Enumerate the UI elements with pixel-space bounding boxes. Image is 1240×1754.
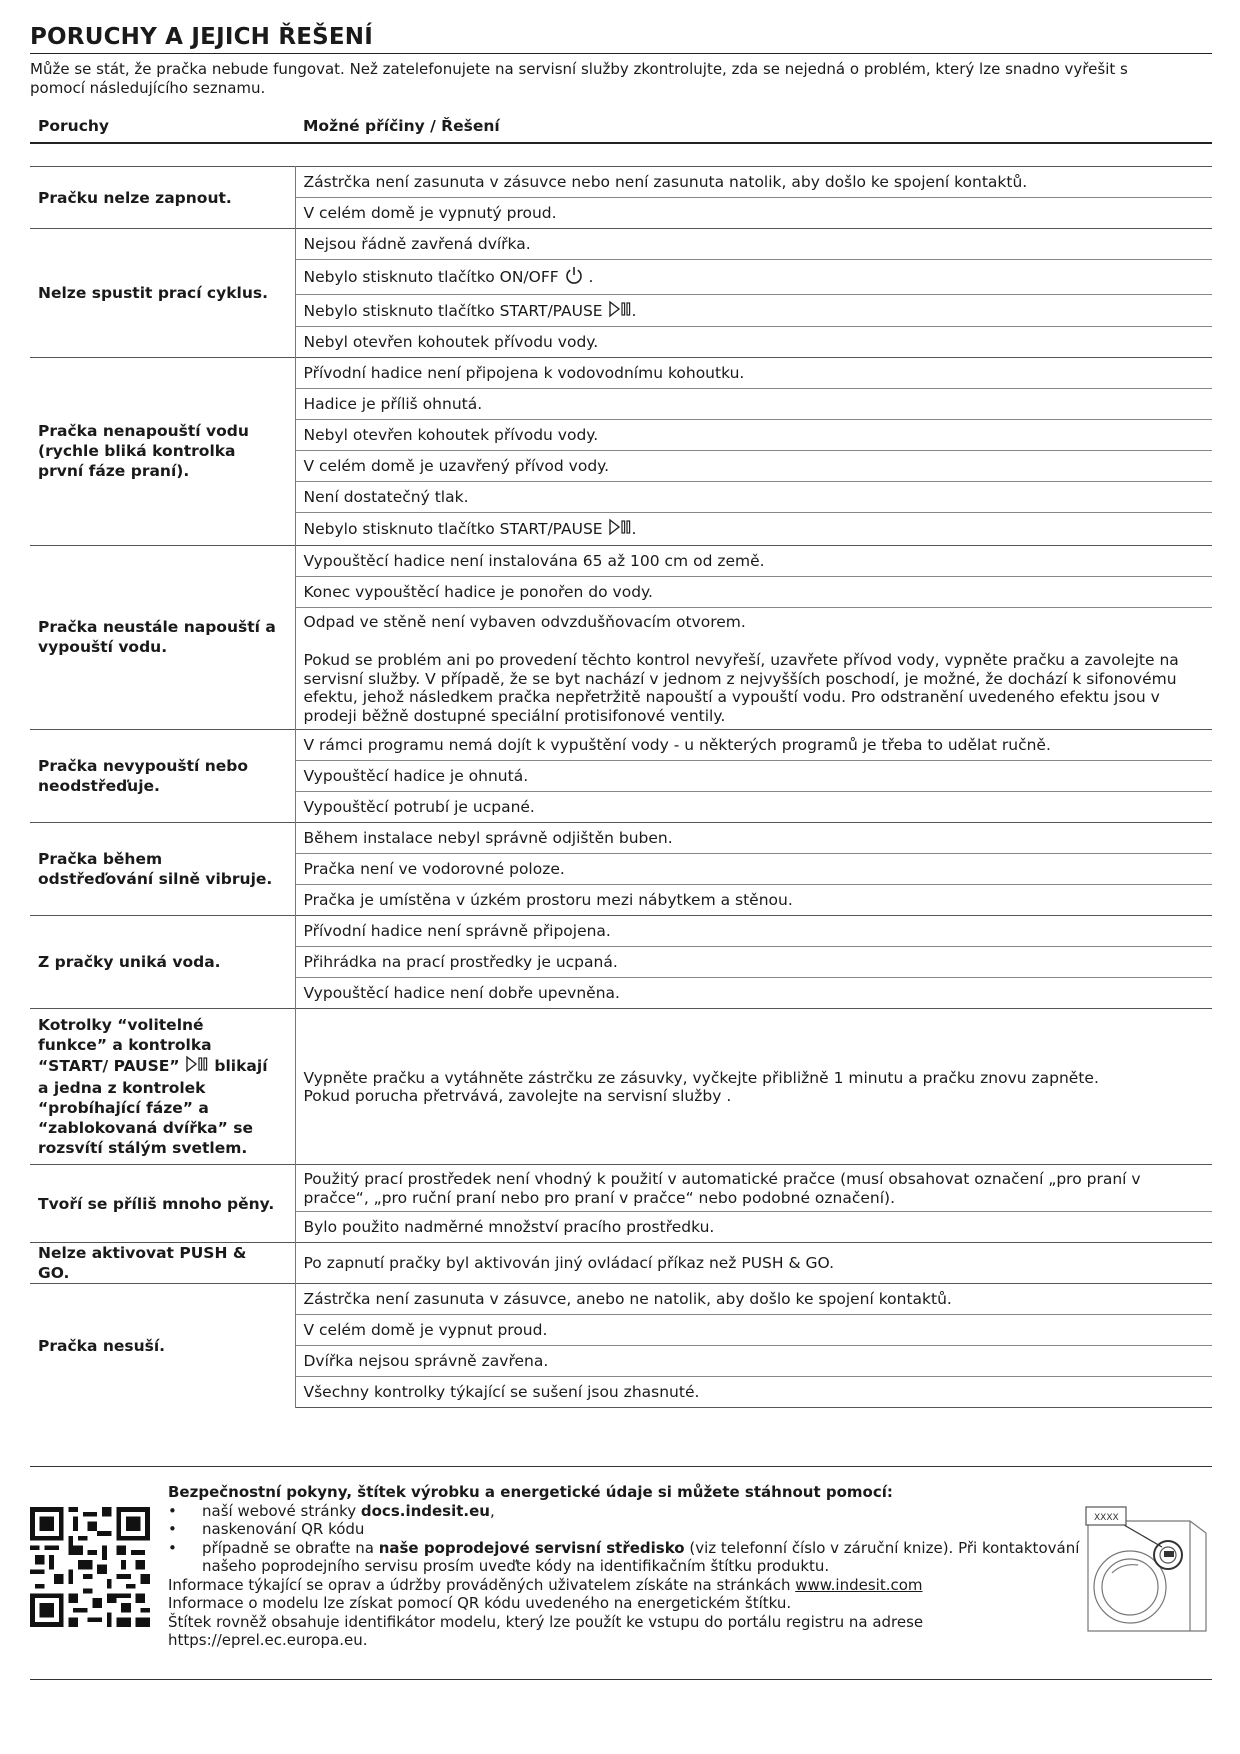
list-item	[168, 1539, 1108, 1576]
cause-cell: Po zapnutí pračky byl aktivován jiný ovládací příkaz než PUSH & GO.	[295, 1243, 1212, 1284]
cause-cell: Nebylo stisknuto tlačítko START/PAUSE .	[295, 513, 1212, 546]
cause-cell: V celém domě je uzavřený přívod vody.	[295, 451, 1212, 482]
table-row	[30, 730, 1212, 761]
fault-cell: Pračka během odstřeďování silně vibruje.	[30, 823, 295, 916]
fault-cell: Nelze spustit prací cyklus.	[30, 229, 295, 358]
table-row	[30, 545, 1212, 576]
header-faults: Poruchy	[30, 114, 295, 143]
table-row	[30, 229, 1212, 260]
cause-text: Nebylo stisknuto tlačítko START/PAUSE	[303, 301, 603, 320]
header-causes: Možné příčiny / Řešení	[295, 114, 1212, 143]
cause-cell: Během instalace nebyl správně odjištěn buben.	[295, 823, 1212, 854]
fault-text: blikají a jedna z kontrolek “probíhající fáze” a “zablokovaná dvířka” se rozsvítí stálým svetlem.	[38, 1057, 268, 1157]
cause-cell: Pračka je umístěna v úzkém prostoru mezi nábytkem a stěnou.	[295, 885, 1212, 916]
footer-line: Štítek rovněž obsahuje identifikátor modelu, který lze použít ke vstupu do portálu registru na adrese https://eprel.ec.europa.eu.	[168, 1612, 924, 1649]
label-code: XXXX	[1094, 1513, 1119, 1523]
table-row	[30, 823, 1212, 854]
cause-cell: Není dostatečný tlak.	[295, 482, 1212, 513]
table-row	[30, 358, 1212, 389]
fault-cell: Pračku nelze zapnout.	[30, 167, 295, 229]
cause-cell: Nebyl otevřen kohoutek přívodu vody.	[295, 327, 1212, 358]
cause-note: Pokud se problém ani po provedení těchto kontrol nevyřeší, uzavřete přívod vody, vypněte pračku a zavolejte na servisní služby. V případě, že se byt nachází v jednom z nejvyšších poschodí, je možné, že dochází k sifonovému efektu, jehož následkem pračka nepřetržitě napouští a vypouští vodu. Pro odstranění uvedeného efektu jsou v prodeji běžně dostupné speciální protisifonové ventily.	[303, 651, 1179, 725]
cause-cell: Přihrádka na prací prostředky je ucpaná.	[295, 947, 1212, 978]
table-row	[30, 1284, 1212, 1315]
footer-text	[168, 1483, 1108, 1650]
cause-cell: Hadice je příliš ohnutá.	[295, 389, 1212, 420]
footer-line	[168, 1576, 1108, 1595]
cause-cell: V celém domě je vypnutý proud.	[295, 198, 1212, 229]
footer-heading: Bezpečnostní pokyny, štítek výrobku a energetické údaje si můžete stáhnout pomocí:	[168, 1483, 893, 1501]
cause-cell: Dvířka nejsou správně zavřena.	[295, 1346, 1212, 1377]
cause-cell: Přívodní hadice není správně připojena.	[295, 916, 1212, 947]
washer-label-illustration	[1082, 1503, 1210, 1639]
fault-cell: Tvoří se příliš mnoho pěny.	[30, 1165, 295, 1243]
table-row	[30, 916, 1212, 947]
cause-cell: Bylo použito nadměrné množství pracího prostředku.	[295, 1212, 1212, 1243]
docs-link[interactable]: docs.indesit.eu	[360, 1501, 490, 1520]
fault-cell	[30, 1009, 295, 1165]
cause-cell: Nebylo stisknuto tlačítko ON/OFF .	[295, 260, 1212, 295]
cause-cell	[295, 1009, 1212, 1165]
cause-cell	[295, 607, 1212, 730]
cause-cell: Vypouštěcí hadice není dobře upevněna.	[295, 978, 1212, 1009]
cause-text: Vypněte pračku a vytáhněte zástrčku ze zásuvky, vyčkejte přibližně 1 minutu a pračku znovu zapněte.	[303, 1068, 1099, 1087]
table-row	[30, 1009, 1212, 1165]
fault-cell: Nelze aktivovat PUSH & GO.	[30, 1243, 295, 1284]
cause-cell: Zástrčka není zasunuta v zásuvce nebo není zasunuta natolik, aby došlo ke spojení kontaktů.	[295, 167, 1212, 198]
qr-code	[30, 1507, 150, 1631]
bullet-text: ,	[489, 1501, 495, 1520]
fault-cell: Pračka nesuší.	[30, 1284, 295, 1408]
cause-cell: Nebyl otevřen kohoutek přívodu vody.	[295, 420, 1212, 451]
cause-cell: Vypouštěcí potrubí je ucpané.	[295, 792, 1212, 823]
footer-bullet-list	[168, 1502, 1108, 1576]
table-row	[30, 167, 1212, 198]
play-pause-icon	[185, 1055, 209, 1078]
service-center-text: naše poprodejové servisní středisko	[378, 1538, 685, 1557]
page-title: PORUCHY A JEJICH ŘEŠENÍ	[30, 22, 1212, 54]
cause-cell: V rámci programu nemá dojít k vypuštění vody - u některých programů je třeba to udělat ručně.	[295, 730, 1212, 761]
fault-cell: Z pračky uniká voda.	[30, 916, 295, 1009]
footer-line: Informace o modelu lze získat pomocí QR kódu uvedeného na energetickém štítku.	[168, 1594, 792, 1612]
power-icon	[564, 265, 584, 290]
cause-text: Nebylo stisknuto tlačítko START/PAUSE	[303, 519, 603, 538]
cause-cell: Zástrčka není zasunuta v zásuvce, anebo ne natolik, aby došlo ke spojení kontaktů.	[295, 1284, 1212, 1315]
cause-cell: Nejsou řádně zavřená dvířka.	[295, 229, 1212, 260]
fault-cell: Pračka nenapouští vodu (rychle bliká kontrolka první fáze praní).	[30, 358, 295, 546]
cause-text: Pokud porucha přetrvává, zavolejte na servisní služby .	[303, 1087, 732, 1105]
play-pause-icon	[608, 300, 632, 323]
cause-cell: Použitý prací prostředek není vhodný k použití v automatické pračce (musí obsahovat označení „pro praní v pračce“, „pro ruční praní nebo pro praní v pračce“ nebo podobné označení).	[295, 1165, 1212, 1212]
intro-text: Může se stát, že pračka nebude fungovat. Než zatelefonujete na servisní služby zkontrolujte, zda se nejedná o problém, který lze snadno vyřešit s pomocí následujícího seznamu.	[30, 60, 1128, 97]
play-pause-icon	[608, 518, 632, 541]
footer	[30, 1466, 1212, 1680]
list-item: • naskenování QR kódu	[168, 1520, 1108, 1539]
cause-cell: V celém domě je vypnut proud.	[295, 1315, 1212, 1346]
cause-text: Nebylo stisknuto tlačítko ON/OFF	[303, 267, 559, 286]
cause-cell: Konec vypouštěcí hadice je ponořen do vody.	[295, 576, 1212, 607]
indesit-link[interactable]: www.indesit.com	[795, 1575, 923, 1594]
table-row	[30, 1165, 1212, 1212]
cause-cell: Nebylo stisknuto tlačítko START/PAUSE .	[295, 294, 1212, 327]
cause-cell: Vypouštěcí hadice není instalována 65 až 100 cm od země.	[295, 545, 1212, 576]
list-item	[168, 1502, 1108, 1521]
fault-text: Kotrolky “volitelné funkce” a kontrolka “START/ PAUSE”	[38, 1016, 212, 1075]
cause-text: Odpad ve stěně není vybaven odvzdušňovacím otvorem.	[303, 612, 746, 631]
troubleshooting-table	[30, 114, 1212, 1408]
fault-cell: Pračka neustále napouští a vypouští vodu.	[30, 545, 295, 730]
bullet-text: případně se obraťte na	[202, 1538, 379, 1557]
table-row	[30, 1243, 1212, 1284]
fault-cell: Pračka nevypouští nebo neodstřeďuje.	[30, 730, 295, 823]
cause-cell: Všechny kontrolky týkající se sušení jsou zhasnuté.	[295, 1377, 1212, 1408]
bullet-text: naší webové stránky	[202, 1501, 361, 1520]
bullet-text: (viz telefonní číslo v záruční knize). Při kontaktování našeho poprodejního servisu prosím uveďte kódy na identifikačním štítku produktu.	[202, 1538, 1080, 1575]
cause-cell: Přívodní hadice není připojena k vodovodnímu kohoutku.	[295, 358, 1212, 389]
footer-line-text: Informace týkající se oprav a údržby prováděných uživatelem získáte na stránkách	[168, 1575, 796, 1594]
cause-cell: Vypouštěcí hadice je ohnutá.	[295, 761, 1212, 792]
cause-cell: Pračka není ve vodorovné poloze.	[295, 854, 1212, 885]
